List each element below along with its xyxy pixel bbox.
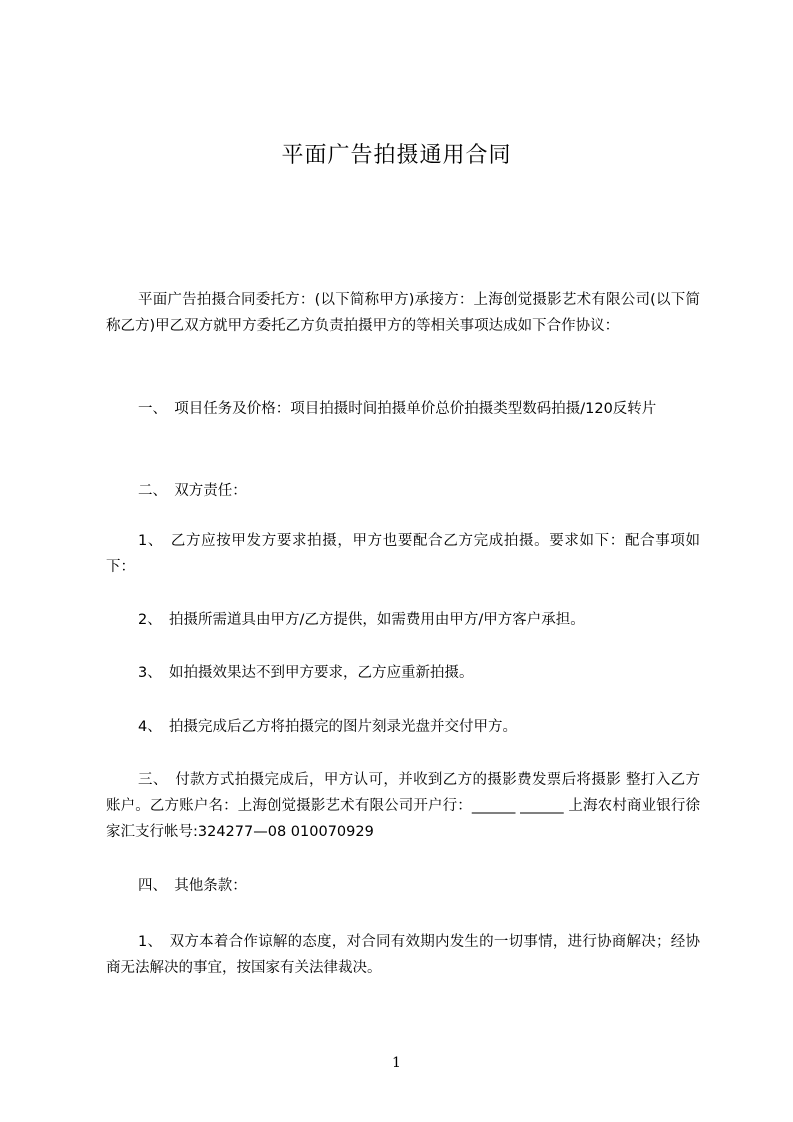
section-2-item-1: 1、 乙方应按甲发方要求拍摄，甲方也要配合乙方完成拍摄。要求如下：配合事项如下： <box>106 533 700 575</box>
preamble-paragraph: 平面广告拍摄合同委托方：(以下简称甲方)承接方：上海创觉摄影艺术有限公司(以下简称乙方)甲乙双方就甲方委托乙方负责拍摄甲方的等相关事项达成如下合作协议： <box>106 292 700 334</box>
section-2-heading: 二、 双方责任： <box>138 483 247 499</box>
section-1-paragraph: 一、 项目任务及价格：项目拍摄时间拍摄单价总价拍摄类型数码拍摄/120反转片 <box>138 401 657 417</box>
section-3-paragraph: 三、 付款方式拍摄完成后，甲方认可，并收到乙方的摄影费发票后将摄影 整打入乙方账户。乙方账户名：上海创觉摄影艺术有限公司开户行：______ ______ 上海农村商业银行徐家汇支行帐号:324277—08 010070929 <box>106 772 700 840</box>
page-number: 1 <box>392 1055 401 1071</box>
section-2-item-2: 2、 拍摄所需道具由甲方/乙方提供，如需费用由甲方/甲方客户承担。 <box>138 612 585 628</box>
section-4-heading: 四、 其他条款： <box>138 878 247 894</box>
section-2-item-4: 4、 拍摄完成后乙方将拍摄完的图片刻录光盘并交付甲方。 <box>138 719 517 735</box>
section-2-item-3: 3、 如拍摄效果达不到甲方要求，乙方应重新拍摄。 <box>138 665 474 681</box>
section-4-item-1: 1、 双方本着合作谅解的态度，对合同有效期内发生的一切事情，进行协商解决；经协商无法解决的事宜，按国家有关法律裁决。 <box>106 934 700 976</box>
document-title: 平面广告拍摄通用合同 <box>281 143 512 168</box>
